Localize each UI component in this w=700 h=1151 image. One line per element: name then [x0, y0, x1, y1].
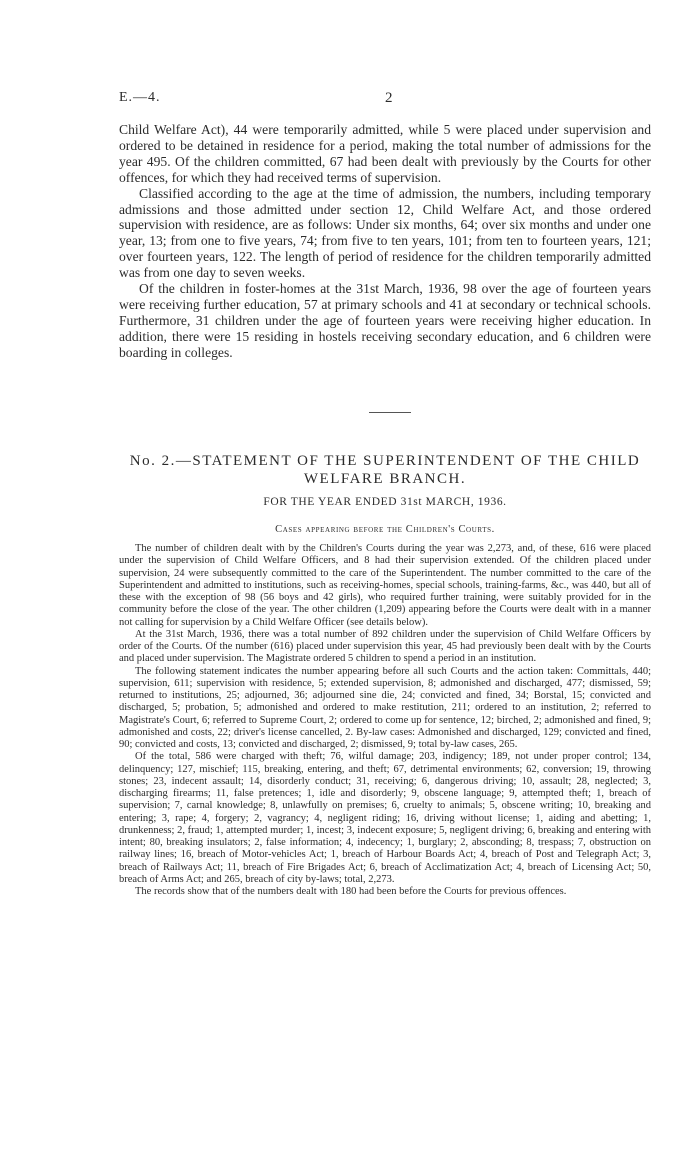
page-header: [119, 90, 651, 110]
page-number: 2: [385, 90, 393, 106]
statement-paragraph: Of the total, 586 were charged with theft; 76, wilful damage; 203, indigency; 189, not under proper control; 134, delinquency; 127, mischief; 115, breaking, entering, and theft; 67, detrimental environments; 62, conversion; 19, throwing stones; 23, indecent assault; 14, disorderly conduct; 31, receiving; 6, dangerous driving; 10, assault; 28, neglected; 3, discharging firearms; 11, false pretences; 1, idle and disorderly; 9, obscene language; 9, attempted theft; 1, breach of supervision; 7, carnal knowledge; 8, unlawfully on premises; 6, cruelty to animals; 5, obscene writing; 10, breaking and entering; 3, rape; 4, forgery; 2, vagrancy; 4, negligent riding; 16, driving without license; 1, aiding and abetting; 1, drunkenness; 2, fraud; 1, attempted murder; 1, incest; 3, indecent exposure; 5, negligent driving; 6, breaking and entering with intent; 80, breaking insulators; 2, false information; 4, indecency; 1, burglary; 2, absconding; 8, trespass; 7, obstruction on railway lines; 16, breach of Motor-vehicles Act; 1, breach of Harbour Boards Act; 4, breach of Post and Telegraph Act; 3, breach of Railways Act; 11, breach of Fire Brigades Act; 6, breach of Acclimatization Act; 4, breach of Licensing Act; 50, breach of Arms Act; and 265, breach of city by-laws; total, 2,273.: [119, 751, 651, 885]
section-subtitle: FOR THE YEAR ENDED 31st MARCH, 1936.: [263, 496, 507, 508]
statement-paragraph: The following statement indicates the number appearing before all such Courts and the action taken: Committals, 440; supervision, 611; supervision with residence, 5; extended supervision, 8; admonished and discharged, 477; dismissed, 59; returned to institutions, 25; adjourned, 36; adjourned sine die, 24; convicted and fined, 34; Borstal, 15; convicted and discharged, 5; probation, 5; admonished and ordered to make restitution, 211; ordered to an institution, 2; referred to Magistrate's Court, 6; referred to Supreme Court, 2; ordered to come up for sentence, 12; birched, 2; admonished and fined, 9; admonished and costs, 22; driver's license cancelled, 2. By-law cases: Admonished and discharged, 129; convicted and fined, 90; convicted and costs, 13; convicted and discharged, 2; dismissed, 9; total by-law cases, 265.: [119, 665, 651, 750]
intro-paragraph: Of the children in foster-homes at the 31st March, 1936, 98 over the age of fourteen years were receiving further education, 57 at primary schools and 41 at secondary or technical schools. Furthermore, 31 children under the age of fourteen years were receiving higher education. In addition, there were 15 residing in hostels receiving secondary education, and 6 children were boarding in colleges.: [119, 281, 651, 360]
section-title: No. 2.—STATEMENT OF THE SUPERINTENDENT OF THE CHILD WELFARE BRANCH.: [129, 453, 641, 487]
section-divider: [369, 412, 411, 413]
statement-text: [119, 543, 651, 898]
intro-paragraph: Child Welfare Act), 44 were temporarily admitted, while 5 were placed under supervision and ordered to be detained in residence for a period, making the total number of admissions for the year 495. Of the children committed, 67 had been dealt with previously by the Courts for other offences, for which they had received terms of supervision.: [119, 122, 651, 185]
statement-paragraph: The number of children dealt with by the Children's Courts during the year was 2,273, and, of these, 616 were placed under the supervision of Child Welfare Officers, and 8 had their supervision extended. Of the children placed under supervision, 24 were subsequently committed to the care of the Superintendent. The number committed to the care of the Superintendent and admitted to institutions, such as receiving-homes, special schools, training-farms, &c., was 440, but all of these with the exception of 98 (56 boys and 42 girls), who required further training, were suitably provided for in the community before the close of the year. The other children (1,209) appearing before the Courts were dealt with in a manner not calling for supervision by a Child Welfare Officer (see details below).: [119, 543, 651, 628]
intro-paragraph: Classified according to the age at the time of admission, the numbers, including temporary admissions and those admitted under section 12, Child Welfare Act, and those ordered supervision with residence, are as follows: Under six months, 64; over six months and under one year, 13; from one to five years, 74; from five to ten years, 101; from ten to fourteen years, 121; over fourteen years, 122. The length of period of residence for the children temporarily admitted was from one day to seven weeks.: [119, 185, 651, 281]
statement-paragraph: At the 31st March, 1936, there was a total number of 892 children under the supervision of Child Welfare Officers by order of the Courts. Of the number (616) placed under supervision this year, 45 had previously been dealt with by the Courts and placed under supervision. The Magistrate ordered 5 children to spend a period in an institution.: [119, 628, 651, 665]
statement-paragraph: The records show that of the numbers dealt with 180 had been before the Courts for previous offences.: [135, 886, 567, 897]
section-heading: Cases appearing before the Children's Courts.: [275, 524, 495, 535]
intro-text: [119, 122, 651, 361]
document-reference: E.—4.: [119, 90, 161, 105]
